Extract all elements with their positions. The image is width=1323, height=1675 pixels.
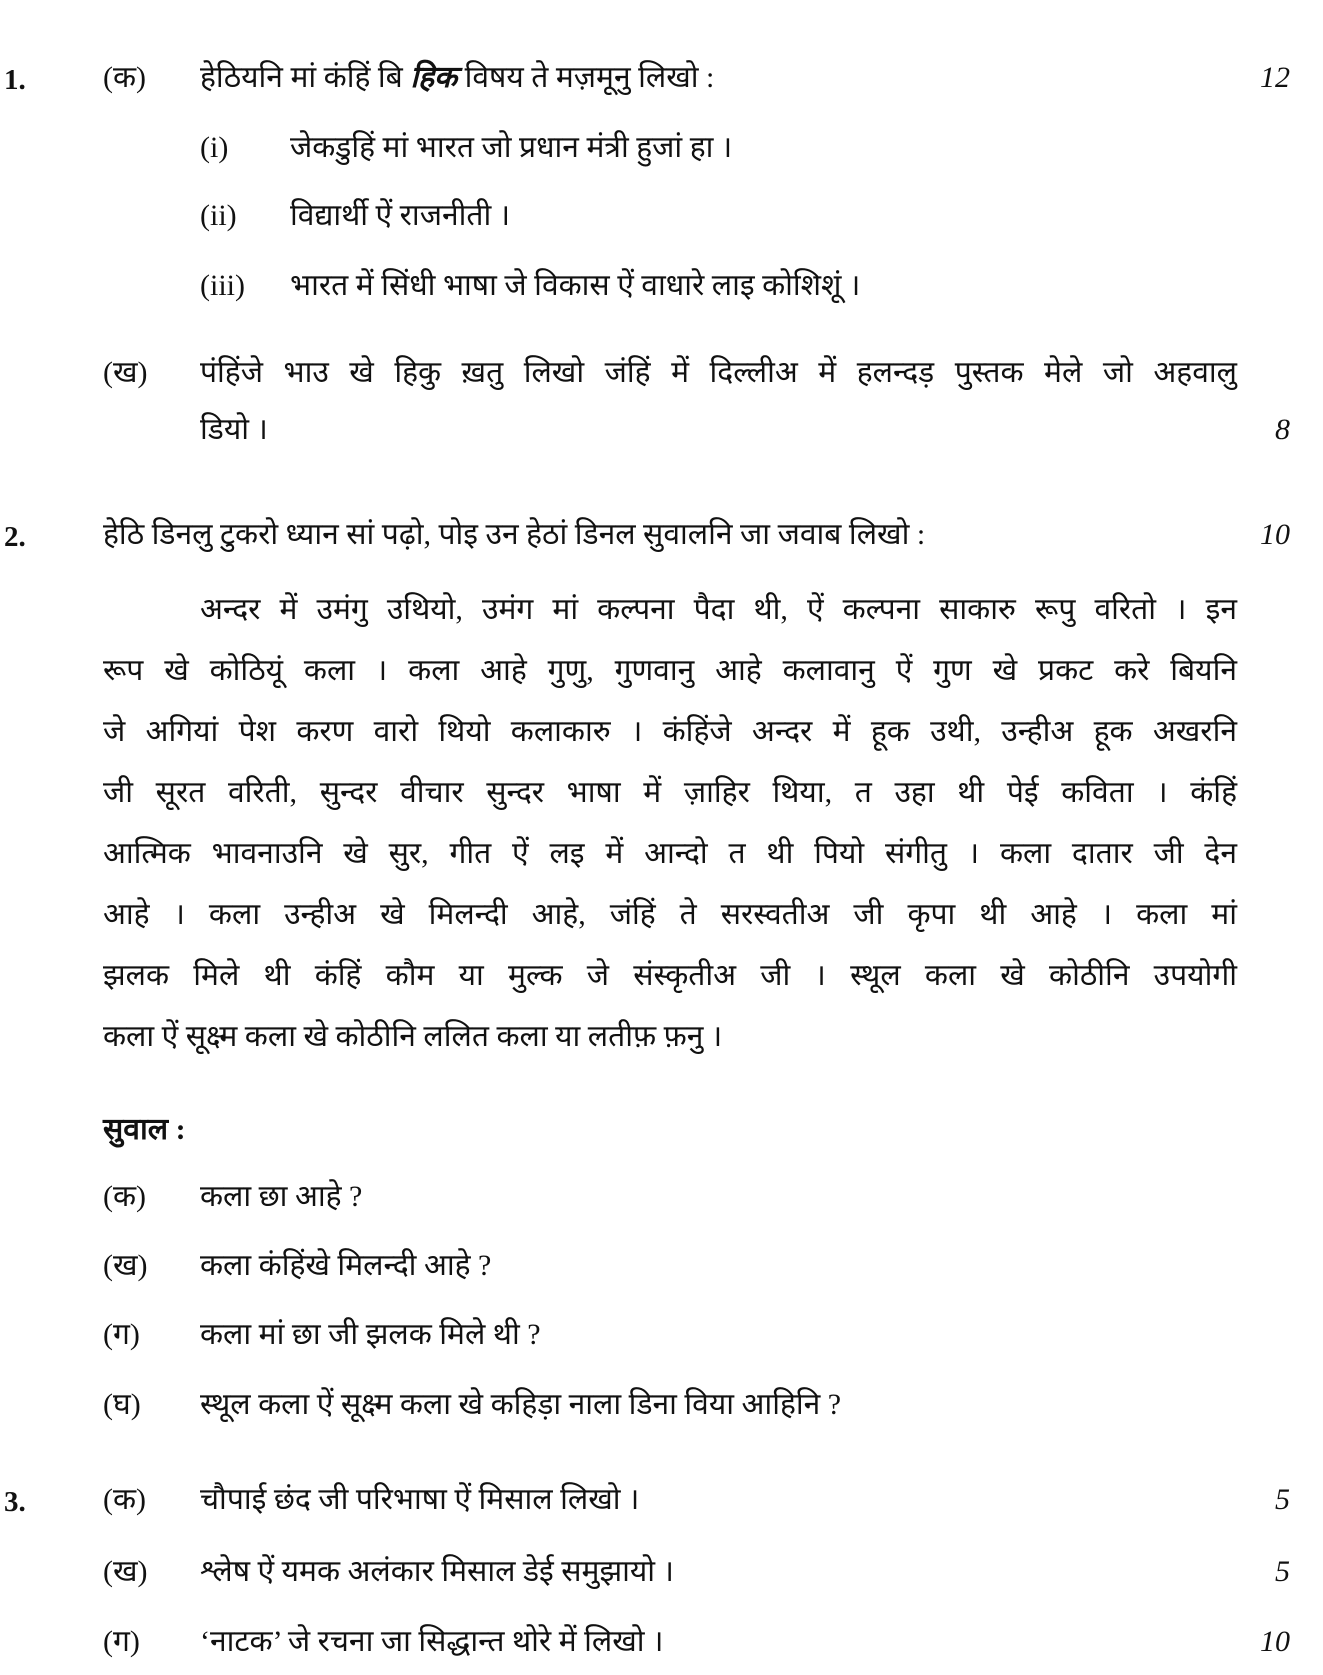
marks: 5: [1275, 1483, 1290, 1516]
question-text: हेठि डिनलु टुकरो ध्यान सां पढ़ो, पोइ उन हेठां डिनल सुवालनि जा जवाब लिखो :: [103, 518, 926, 551]
question-text: कला मां छा जी झलक मिले थी ?: [200, 1318, 541, 1351]
passage-line: जी सूरत वरिती, सुन्दर वीचार सुन्दर भाषा में ज़ाहिर थिया, त उहा थी पेई कविता । कंहिं: [103, 776, 1237, 809]
question-text: ‘नाटक’ जे रचना जा सिद्धान्त थोरे में लिखो ।: [200, 1625, 664, 1658]
marks: 5: [1275, 1555, 1290, 1588]
question-text: स्थूल कला ऐं सूक्ष्म कला खे कहिड़ा नाला डिना विया आहिनि ?: [200, 1388, 842, 1421]
question-text: कला कंहिंखे मिलन्दी आहे ?: [200, 1249, 492, 1282]
passage-line: जे अगियां पेश करण वारो थियो कलाकारु । कंहिंजे अन्दर में हूक उथी, उन्हीअ हूक अखरनि: [103, 715, 1237, 748]
part-label: (क): [103, 61, 147, 94]
marks: 10: [1260, 518, 1290, 551]
part-label: (ख): [103, 1555, 148, 1588]
option-text: जेकडुहिं मां भारत जो प्रधान मंत्री हुजां हा ।: [290, 131, 733, 164]
question-number: 2.: [4, 521, 26, 553]
question-text: श्लेष ऐं यमक अलंकार मिसाल डेई समुझायो ।: [200, 1555, 674, 1588]
question-text: चौपाई छंद जी परिभाषा ऐं मिसाल लिखो ।: [200, 1483, 640, 1516]
question-number: 3.: [4, 1486, 26, 1518]
marks: 8: [1275, 413, 1290, 446]
part-label: (क): [103, 1180, 147, 1213]
question-text: [200, 58, 714, 98]
question-number: 1.: [4, 64, 26, 96]
question-text: डियो ।: [200, 413, 268, 446]
option-text: भारत में सिंधी भाषा जे विकास ऐं वाधारे लाइ कोशिशूं ।: [290, 269, 861, 302]
text: विषय ते मज़मूनु लिखो :: [464, 61, 715, 94]
passage-line: कला ऐं सूक्ष्म कला खे कोठीनि ललित कला या लतीफ़ फ़नु ।: [103, 1020, 723, 1053]
option-label: (iii): [200, 269, 245, 302]
question-text: कला छा आहे ?: [200, 1180, 363, 1213]
marks: 12: [1260, 61, 1290, 94]
passage-line: आहे । कला उन्हीअ खे मिलन्दी आहे, जंहिं ते सरस्वतीअ जी कृपा थी आहे । कला मां: [103, 898, 1237, 931]
emphasis-text: हिक: [410, 61, 458, 94]
question-text: पंहिंजे भाउ खे हिकु ख़तु लिखो जंहिं में दिल्लीअ में हलन्दड़ पुस्तक मेले जो अहवालु: [200, 356, 1237, 389]
part-label: (घ): [103, 1388, 141, 1421]
option-label: (ii): [200, 199, 237, 232]
part-label: (क): [103, 1483, 147, 1516]
option-text: विद्यार्थी ऐं राजनीती ।: [290, 199, 511, 232]
passage-line: आत्मिक भावनाउनि खे सुर, गीत ऐं लइ में आन्दो त थी पियो संगीतु । कला दातार जी देन: [103, 837, 1237, 870]
text: हेठियनि मां कंहिं बि: [200, 61, 403, 94]
part-label: (ख): [103, 356, 148, 389]
questions-heading: सुवाल :: [103, 1113, 186, 1146]
part-label: (ख): [103, 1249, 148, 1282]
passage-line: झलक मिले थी कंहिं कौम या मुल्क जे संस्कृतीअ जी । स्थूल कला खे कोठीनि उपयोगी: [103, 959, 1237, 992]
marks: 10: [1260, 1625, 1290, 1658]
option-label: (i): [200, 131, 229, 164]
part-label: (ग): [103, 1318, 140, 1351]
part-label: (ग): [103, 1625, 140, 1658]
passage-line: अन्दर में उमंगु उथियो, उमंग मां कल्पना पैदा थी, ऐं कल्पना साकारु रूपु वरितो । इन: [200, 593, 1237, 626]
passage-line: रूप खे कोठियूं कला । कला आहे गुणु, गुणवानु आहे कलावानु ऐं गुण खे प्रकट करे बियनि: [103, 654, 1237, 687]
